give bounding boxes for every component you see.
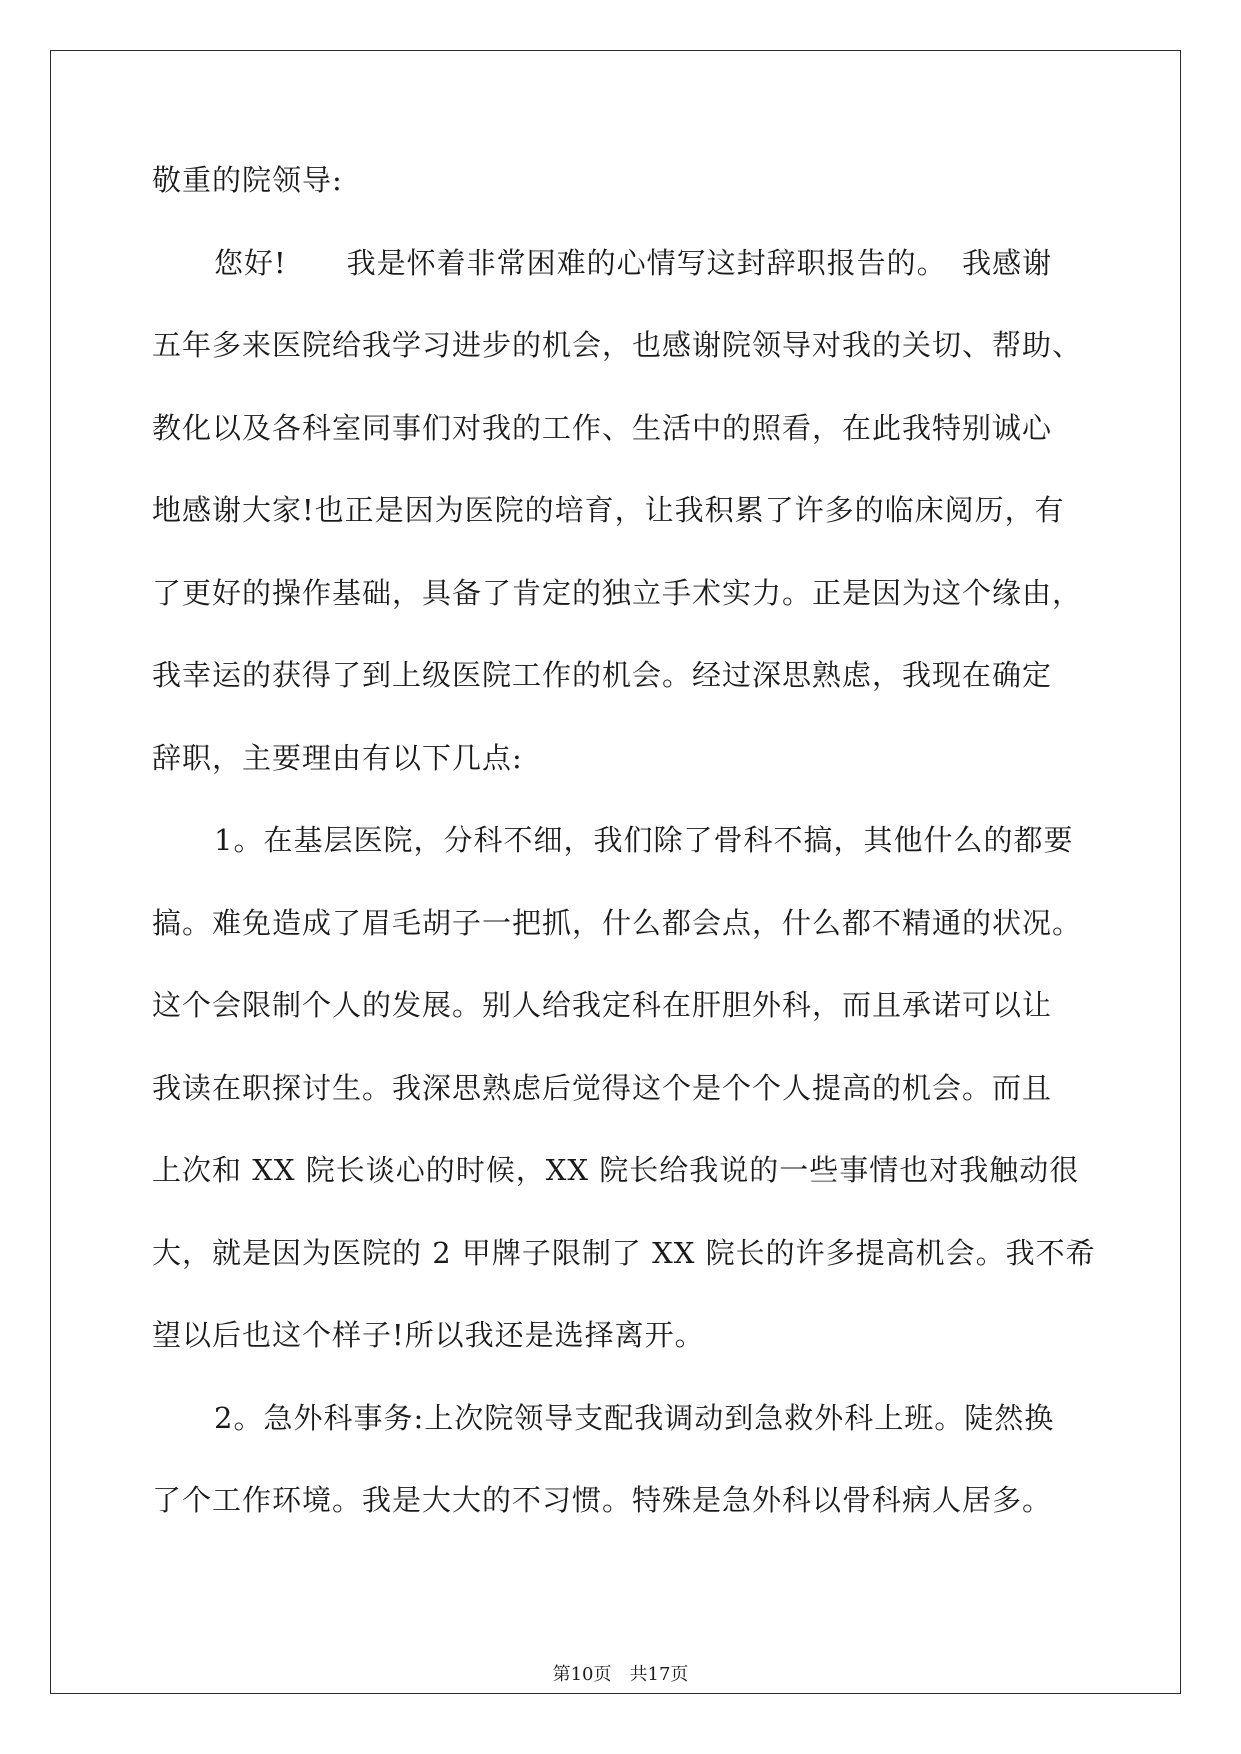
paragraph-line: 这个会限制个人的发展。别人给我定科在肝胆外科，而且承诺可以让 (152, 988, 1053, 1022)
paragraph-line: 了更好的操作基础，具备了肯定的独立手术实力。正是因为这个缘由， (152, 575, 1083, 610)
page-number: 第10页 共17页 (552, 1664, 689, 1685)
paragraph-line: 我读在职探讨生。我深思熟虑后觉得这个是个个人提高的机会。而且 (152, 1070, 1053, 1105)
paragraph-line: 上次和 XX 院长谈心的时候，XX 院长给我说的一些事情也对我触动很 (152, 1153, 1080, 1187)
document-body (152, 163, 1096, 1568)
paragraph-line: 五年多来医院给我学习进步的机会，也感谢院领导对我的关切、帮助、 (152, 328, 1083, 362)
paragraph-line: 搞。难免造成了眉毛胡子一把抓，什么都会点，什么都不精通的状况。 (152, 905, 1083, 940)
paragraph-line: 我幸运的获得了到上级医院工作的机会。经过深思熟虑，我现在确定 (152, 658, 1053, 692)
page-footer (0, 1665, 1241, 1685)
paragraph-line: 您好! 我是怀着非常困难的心情写这封辞职报告的。 我感谢 (214, 245, 1053, 280)
paragraph-line: 教化以及各科室同事们对我的工作、生活中的照看，在此我特别诚心 (152, 410, 1053, 445)
salutation: 敬重的院领导: (152, 163, 343, 197)
paragraph-line: 地感谢大家!也正是因为医院的培育，让我积累了许多的临床阅历，有 (152, 493, 1065, 527)
paragraph-line: 望以后也这个样子!所以我还是选择离开。 (152, 1318, 705, 1352)
paragraph-line: 辞职，主要理由有以下几点: (152, 740, 523, 775)
paragraph-line: 1。在基层医院，分科不细，我们除了骨科不搞，其他什么的都要 (214, 823, 1074, 857)
paragraph-line: 了个工作环境。我是大大的不习惯。特殊是急外科以骨科病人居多。 (152, 1483, 1053, 1517)
paragraph-line: 2。急外科事务:上次院领导支配我调动到急救外科上班。陡然换 (214, 1400, 1055, 1435)
paragraph-line: 大，就是因为医院的 2 甲牌子限制了 XX 院长的许多提高机会。我不希 (152, 1235, 1096, 1270)
